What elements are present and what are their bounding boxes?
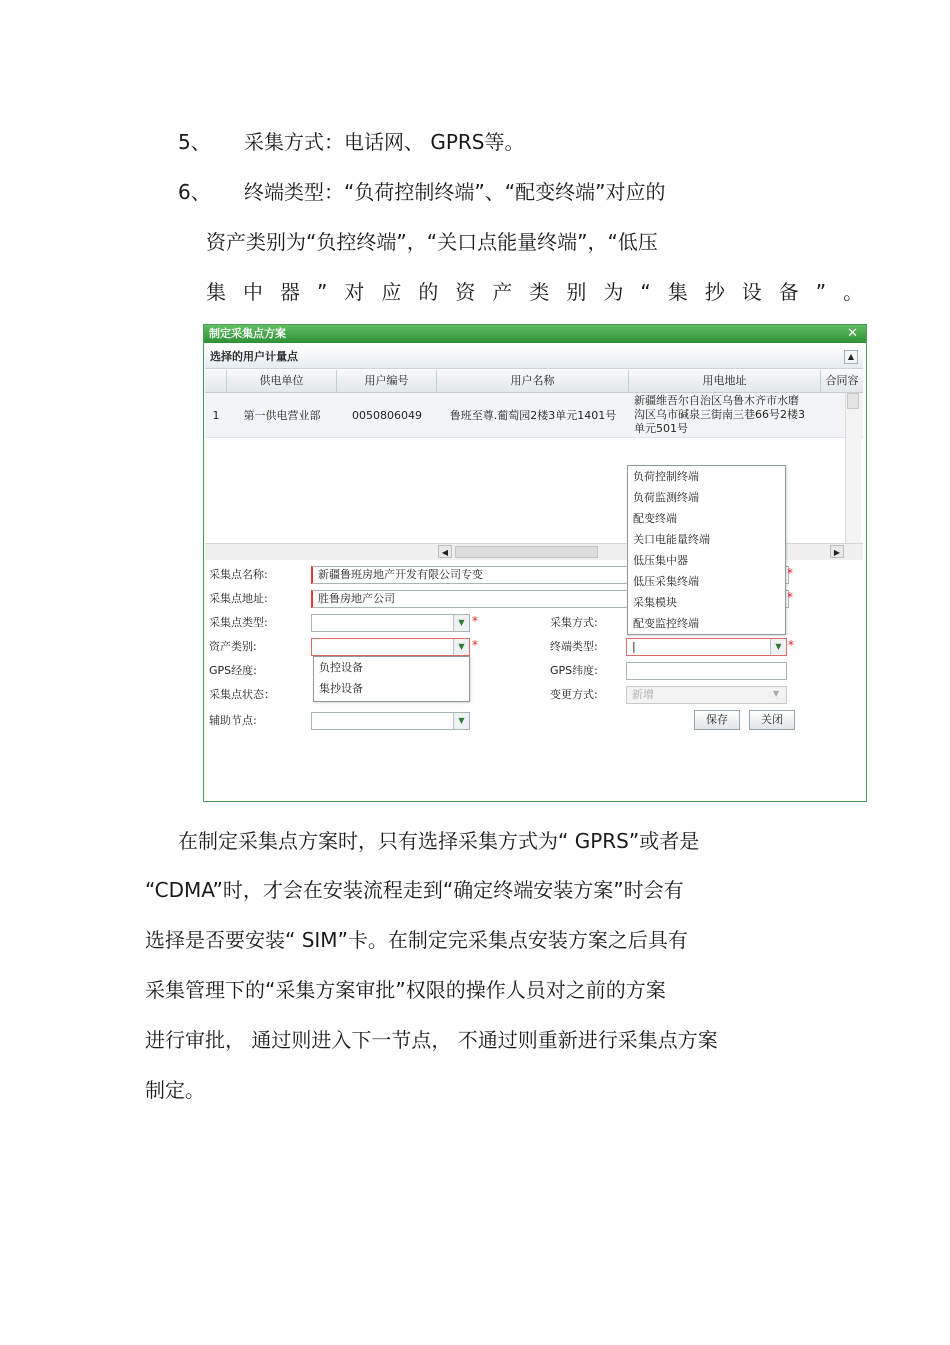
terminal-option[interactable]: 负荷控制终端 [633,470,699,483]
item-6-number: 6、 [178,180,211,204]
change-mode-label: 变更方式: [550,688,598,701]
collect-mode-label: 采集方式: [550,616,598,629]
close-icon[interactable]: ✕ [847,326,858,341]
terminal-option[interactable]: 关口电能量终端 [633,533,710,546]
point-address-field[interactable]: 胜鲁房地产公司 [311,590,789,608]
row-user-name: 鲁班至尊.葡萄园2楼3单元1401号 [449,409,617,422]
paragraph-line-6: 制定。 [145,1078,205,1102]
aux-node-select[interactable] [311,712,470,730]
paragraph-line-4: 采集管理下的“采集方案审批”权限的操作人员对之前的方案 [145,978,666,1002]
col-contract[interactable]: 合同容 [825,374,859,387]
asset-option[interactable]: 集抄设备 [319,682,363,695]
collapse-icon[interactable]: ▲ [844,350,858,364]
asset-option[interactable]: 负控设备 [319,661,363,674]
panel-header [205,346,863,369]
scroll-thumb[interactable] [455,546,598,558]
item-5-number: 5、 [178,130,211,154]
terminal-option[interactable]: 低压采集终端 [633,575,699,588]
gps-latitude-label: GPS纬度: [550,664,598,677]
point-status-label: 采集点状态： [209,688,275,701]
scroll-right-icon[interactable]: ▶ [830,545,844,558]
dialog-titlebar [204,325,866,343]
chevron-down-icon: ▼ [773,689,780,698]
asset-type-select[interactable] [311,638,470,656]
terminal-option[interactable]: 配变终端 [633,512,677,525]
save-button[interactable]: 保存 [694,710,740,730]
terminal-option[interactable]: 低压集中器 [633,554,688,567]
gps-longitude-label: GPS经度: [209,664,257,677]
aux-node-label: 辅助节点: [209,714,257,727]
item-5-text: 采集方式：电话网、 GPRS等。 [244,130,525,154]
scroll-left-icon[interactable]: ◀ [438,545,452,558]
dialog-title: 制定采集点方案 [209,327,286,340]
terminal-type-dropdown[interactable] [627,465,786,635]
row-address-line-2: 沟区乌市碱泉三街南三巷66号2楼3 [634,408,805,421]
paragraph-line-1: 在制定采集点方案时，只有选择采集方式为“ GPRS”或者是 [178,829,700,853]
terminal-type-select[interactable]: | ▼ [626,638,787,656]
item-6-line-2: 资产类别为“负控终端”，“关口点能量终端”，“低压 [206,230,658,254]
change-mode-select: 新增 [626,686,787,704]
vertical-scrollbar[interactable] [845,393,861,543]
item-6-line-3: 集中器”对应的资产类别为“集抄设备”。 [206,280,881,304]
paragraph-line-2: “CDMA”时，才会在安装流程走到“确定终端安装方案”时会有 [145,878,684,902]
chevron-down-icon[interactable]: ▼ [453,639,469,655]
col-user-no[interactable]: 用户编号 [337,370,437,392]
point-type-label: 采集点类型: [209,616,268,629]
terminal-option[interactable]: 负荷监测终端 [633,491,699,504]
terminal-option[interactable]: 采集模块 [633,596,677,609]
chevron-down-icon[interactable]: ▼ [453,713,469,729]
row-supply-unit: 第一供电营业部 [243,409,321,422]
asset-type-dropdown[interactable] [313,656,470,702]
row-address-line-3: 单元501号 [634,422,688,435]
point-name-label: 采集点名称: [209,568,268,581]
grid-header [205,370,863,393]
terminal-type-label: 终端类型: [550,640,598,653]
col-index [205,370,227,392]
chevron-down-icon[interactable]: ▼ [453,615,469,631]
row-user-no: 0050806049 [352,408,422,422]
col-supply-unit[interactable]: 供电单位 [227,370,337,392]
paragraph-line-5: 进行审批， 通过则进入下一节点， 不通过则重新进行采集点方案 [145,1028,718,1052]
panel-title: 选择的用户计量点 [210,350,298,363]
chevron-down-icon[interactable]: ▼ [770,639,786,655]
close-button[interactable]: 关闭 [749,710,795,730]
collection-plan-dialog: 制定采集点方案 ✕ 选择的用户计量点 ▲ 供电单位 用户编号 用户名称 用电地址 合同容 1 第一供电营业部 0050806049 鲁班至尊.葡萄园2楼3单元1401号 新疆维吾尔自治区乌鲁木齐市水磨 沟区乌市碱泉三街南三巷66号2楼3 单元501号 ◀ ▶ 采集点名称: 新疆鲁班房地产开发有限公司专变 * 采集点地址: 胜鲁房地产公司 * 采集点类型: ▼ * 资产类别: ▼ * GPS经度: 采集点状态： 辅助节点: ▼ 负控设备 集抄设备 采集方式: 终端类型: | ▼ * GPS纬度: 变更方式: 新增 ▼ 保存 关闭 负荷控制终端 负荷监测终端 配变终端 关口电能量终端 低压集中器 低压采集终端 采集模块 配变监控终端 [203,324,867,802]
point-type-select[interactable] [311,614,470,632]
item-6-line-1: 终端类型：“负荷控制终端”、“配变终端”对应的 [244,180,666,204]
row-address-line-1: 新疆维吾尔自治区乌鲁木齐市水磨 [634,394,799,407]
gps-latitude-field[interactable] [626,662,787,680]
asset-type-label: 资产类别: [209,640,257,653]
point-address-label: 采集点地址: [209,592,268,605]
terminal-option[interactable]: 配变监控终端 [633,617,699,630]
row-address [634,393,822,437]
point-name-field[interactable]: 新疆鲁班房地产开发有限公司专变 [311,566,789,584]
row-index: 1 [212,408,220,422]
col-address[interactable]: 用电地址 [629,370,821,392]
paragraph-line-3: 选择是否要安装“ SIM”卡。在制定完采集点安装方案之后具有 [145,928,688,952]
col-user-name[interactable]: 用户名称 [437,370,629,392]
